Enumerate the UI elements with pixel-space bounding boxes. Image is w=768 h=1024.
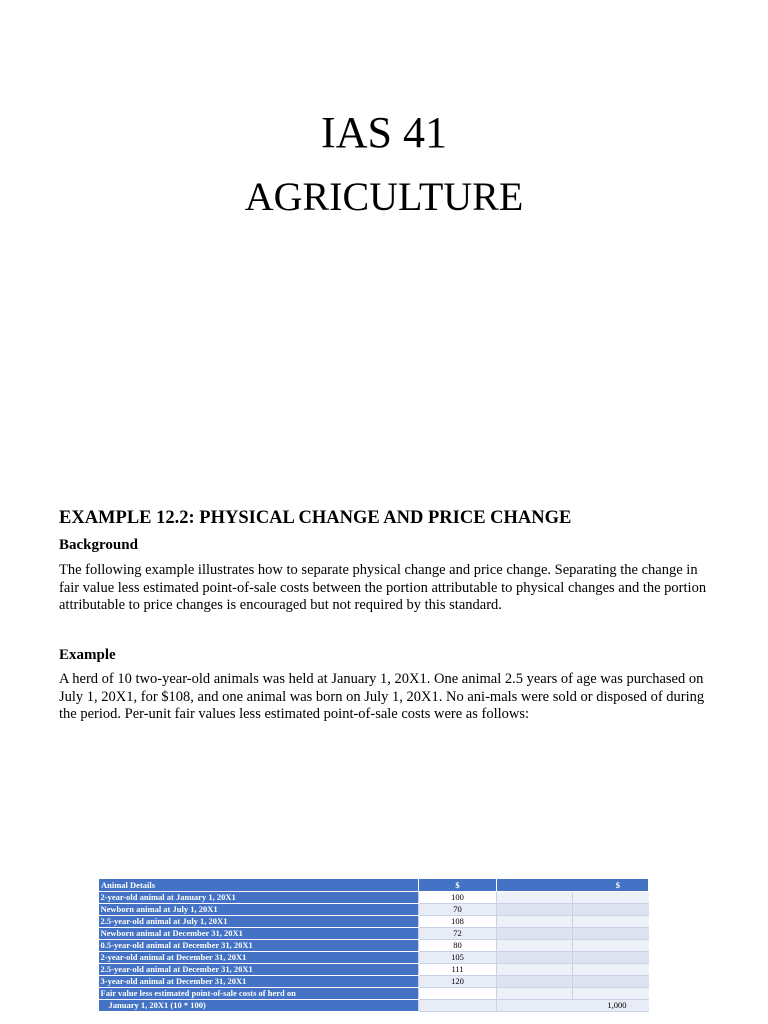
row-value: 120 xyxy=(419,976,497,988)
table-row xyxy=(99,904,649,916)
row-value: 70 xyxy=(419,904,497,916)
row-label: 2.5-year-old animal at July 1, 20X1 xyxy=(99,916,419,928)
row-value: 111 xyxy=(419,964,497,976)
row-label: 3-year-old animal at December 31, 20X1 xyxy=(99,976,419,988)
row-label: Newborn animal at July 1, 20X1 xyxy=(99,904,419,916)
table-row xyxy=(99,892,649,904)
title-sub: AGRICULTURE xyxy=(244,174,524,219)
table-row xyxy=(99,988,649,1000)
table-header-currency-2: $ xyxy=(497,879,649,892)
table-header-label: Animal Details xyxy=(99,879,419,892)
table-header-currency-1: $ xyxy=(419,879,497,892)
row-label: 0.5-year-old animal at December 31, 20X1 xyxy=(99,940,419,952)
table-row xyxy=(99,928,649,940)
row-value: 105 xyxy=(419,952,497,964)
animal-details-table xyxy=(98,878,649,1012)
background-paragraph: The following example illustrates how to separate physical change and price change. Separating the change in fair value less estimated point-of-sale costs between the portion attributable to physical changes and the portion attributable to price changes is encouraged but not required by this standard. xyxy=(59,562,707,613)
table-row xyxy=(99,916,649,928)
fair-value-total: 1,000 xyxy=(497,1000,649,1012)
table-row xyxy=(99,952,649,964)
example-paragraph: A herd of 10 two-year-old animals was held at January 1, 20X1. One animal 2.5 years of age was purchased on July 1, 20X1, for $108, and one animal was born on July 1, 20X1. No ani-mals were sold or disposed of during the period. Per-unit fair values less estimated point-of-sale costs were as follows: xyxy=(59,671,705,722)
table-header-row xyxy=(99,879,649,892)
fair-value-sub-label: January 1, 20X1 (10 * 100) xyxy=(99,1000,419,1012)
row-label: 2-year-old animal at January 1, 20X1 xyxy=(99,892,419,904)
example-subheading: Example xyxy=(59,647,116,663)
fair-value-label: Fair value less estimated point-of-sale costs of herd on xyxy=(99,988,419,1000)
row-label: 2-year-old animal at December 31, 20X1 xyxy=(99,952,419,964)
row-value: 72 xyxy=(419,928,497,940)
table-row xyxy=(99,940,649,952)
row-value: 108 xyxy=(419,916,497,928)
row-value: 80 xyxy=(419,940,497,952)
example-heading: EXAMPLE 12.2: PHYSICAL CHANGE AND PRICE CHANGE xyxy=(59,508,572,528)
row-value: 100 xyxy=(419,892,497,904)
table-row xyxy=(99,1000,649,1012)
table-row xyxy=(99,964,649,976)
row-label: 2.5-year-old animal at December 31, 20X1 xyxy=(99,964,419,976)
row-label: Newborn animal at December 31, 20X1 xyxy=(99,928,419,940)
table-row xyxy=(99,976,649,988)
title-main: IAS 41 xyxy=(321,108,447,157)
background-heading: Background xyxy=(59,537,138,553)
